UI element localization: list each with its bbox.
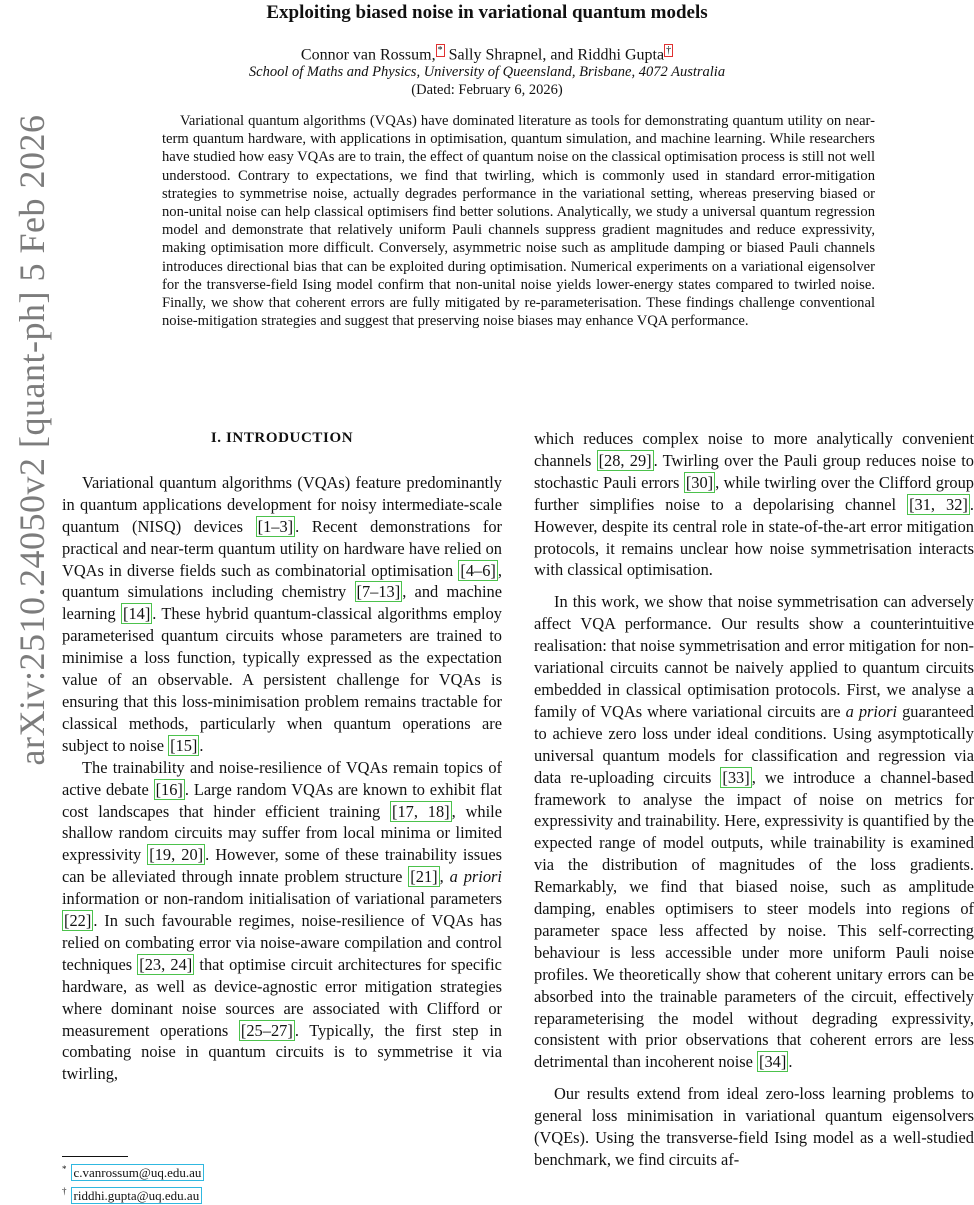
citation-link[interactable]: [16] [155,779,183,799]
footnote-link[interactable]: † [666,45,672,56]
citation-link[interactable]: [31, 32] [909,494,968,514]
citation-link[interactable]: [25–27] [240,1020,293,1040]
author-list [0,44,974,64]
date-line: (Dated: February 6, 2026) [411,82,563,98]
abstract: Variational quantum algorithms (VQAs) have dominated literature as tools for demonstrating quantum utility on near-term quantum hardware, with applications in optimisation, quantum simulation, and machine learning. While researchers have studied how easy VQAs are to train, the effect of quantum noise on the classical optimisation process is still not well understood. Contrary to expectations, we find that twirling, which is commonly used in standard error-mitigation strategies to symmetrise noise, actually degrades performance in the variational setting, whereas preserving biased or non-unital noise can help classical optimisers find better solutions. Analytically, we study a universal quantum regression model and demonstrate that relatively uniform Pauli channels suppress gradient magnitudes and reduce expressivity, making optimisation more difficult. Conversely, asymmetric noise such as amplitude damping or biased Pauli channels introduces directional bias that can be exploited during optimisation. Numerical experiments on a variational eigensolver for the transverse-field Ising model confirm that non-unital noise yields lower-energy states compared to twirled noise. Finally, we show that coherent errors are fully mitigated by re-parameterisation. These findings challenge conventional noise-mitigation strategies and suggest that preserving noise biases may enhance VQA performance. [162,113,875,330]
citation-link[interactable]: [23, 24] [139,954,193,974]
paragraph: Our results extend from ideal zero-loss learning problems to general loss minimisation in variational quantum eigensolvers (VQEs). Using the transverse-field Ising model as a well-studied benchmark, we find circuits af- [534,1084,974,1169]
paragraph: The trainability and noise-resilience of VQAs remain topics of active debate [16] . Large random VQAs are known to exhibit flat cost landscapes that hinder efficient training [17, 18] , while shallow random circuits may suffer from local minima or limited expressivity [19, 20] . However, some of these trainability issues can be alleviated through innate problem structure [21] , a priori information or non-random initialisation of variational parameters [22] . In such favourable regimes, noise-resilience of VQAs has relied on combating error via noise-aware compilation and control techniques [23, 24] that optimise circuit architectures for specific hardware, as well as device-agnostic error mitigation strategies where dominant noise sources are associated with Clifford or measurement operations [25–27] . Typically, the first step in combating noise in quantum circuits is to symmetrise it via twirling, [62,757,503,1084]
citation-link[interactable]: [30] [685,472,714,492]
footnotes [62,1160,482,1205]
citation-link[interactable]: [1–3] [257,516,294,536]
citation-link[interactable]: [4–6] [460,560,496,580]
paragraph: which reduces complex noise to more analytically convenient channels [28, 29] . Twirling over the Pauli group reduces noise to stochastic Pauli errors [30] , while twirling over the Clifford group further simplifies noise to a depolarising channel [31, 32] . However, despite its central role in state-of-the-art error mitigation protocols, it remains unclear how noise symmetrisation interacts with classical optimisation. [534,429,974,580]
citation-link[interactable]: [19, 20] [149,845,204,865]
citation-link[interactable]: [34] [759,1052,787,1072]
arxiv-side-stamp [2,114,62,766]
right-column [534,428,974,1171]
citation-link[interactable]: [7–13] [356,582,401,602]
author-text: Connor van Rossum, [300,46,436,64]
citation-link[interactable]: [28, 29] [598,450,652,470]
footnote-link[interactable]: * [437,45,443,56]
citation-link[interactable]: [33] [722,767,750,787]
citation-link[interactable]: [21] [410,867,438,887]
arxiv-identifier: arXiv:2510.24050v2 [quant-ph] 5 Feb 2026 [12,114,52,766]
citation-link[interactable]: [14] [122,604,151,624]
email-link[interactable]: riddhi.gupta@uq.edu.au [71,1187,203,1204]
footnote-marker: † [62,1186,67,1197]
footnote-marker: * [62,1164,67,1174]
footnote [62,1160,482,1182]
email-link[interactable]: c.vanrossum@uq.edu.au [71,1164,205,1181]
paragraph: Variational quantum algorithms (VQAs) feature predominantly in quantum applications development for noisy intermediate-scale quantum (NISQ) devices [1–3] . Recent demonstrations for practical and near-term quantum utility on hardware have relied on VQAs in diverse fields such as combinatorial optimisation [4–6] , quantum simulations including chemistry [7–13] , and machine learning [14] . These hybrid quantum-classical algorithms employ parameterised quantum circuits whose parameters are trained to minimise a loss function, typically expressed as the expectation value of an observable. A persistent challenge for VQAs is ensuring that this loss-minimisation problem remains tractable for classical methods, particularly when quantum operations are subject to noise [15] . [62,472,502,755]
affiliation: School of Maths and Physics, University of Queensland, Brisbane, 4072 Australia [248,64,726,80]
footnote-divider [62,1156,128,1157]
citation-link[interactable]: [15] [170,735,198,755]
paragraph: In this work, we show that noise symmetrisation can adversely affect VQA performance. Our results show a counterintuitive realisation: that noise symmetrisation and error mitigation for non-variational circuits cannot be naively applied to quantum circuits embedded in classical optimisation protocols. First, we analyse a family of VQAs where variational circuits are a priori guaranteed to achieve zero loss under ideal conditions. Using asymptotically universal quantum models for classification and regression via data re-uploading circuits [33] , we introduce a channel-based framework to analyse the impact of noise on metrics for expressivity and trainability. Here, expressivity is quantified by the expected range of model outputs, while trainability is examined via the distribution of magnitudes of the loss gradients. Remarkably, we find that biased noise, such as amplitude damping, enables optimisers to steer models into regions of parameter space less affected by noise. This self-correcting behaviour is less accessible under more uniform Pauli noise profiles. We theoretically show that coherent unitary errors can be absorbed into the trainable parameters of the circuit, effectively reparameterising the model without degrading expressivity, consistent with prior observations that coherent errors are less detrimental than incoherent noise [34] . [534,592,974,1072]
footnote [62,1182,482,1204]
section-heading: I. INTRODUCTION [210,430,354,446]
paper-title: Exploiting biased noise in variational quantum models [266,2,708,23]
citation-link[interactable]: [22] [64,911,92,931]
citation-link[interactable]: [17, 18] [392,801,450,821]
author-text: Sally Shrapnel, and Riddhi Gupta [444,46,665,64]
left-column [62,428,502,1085]
